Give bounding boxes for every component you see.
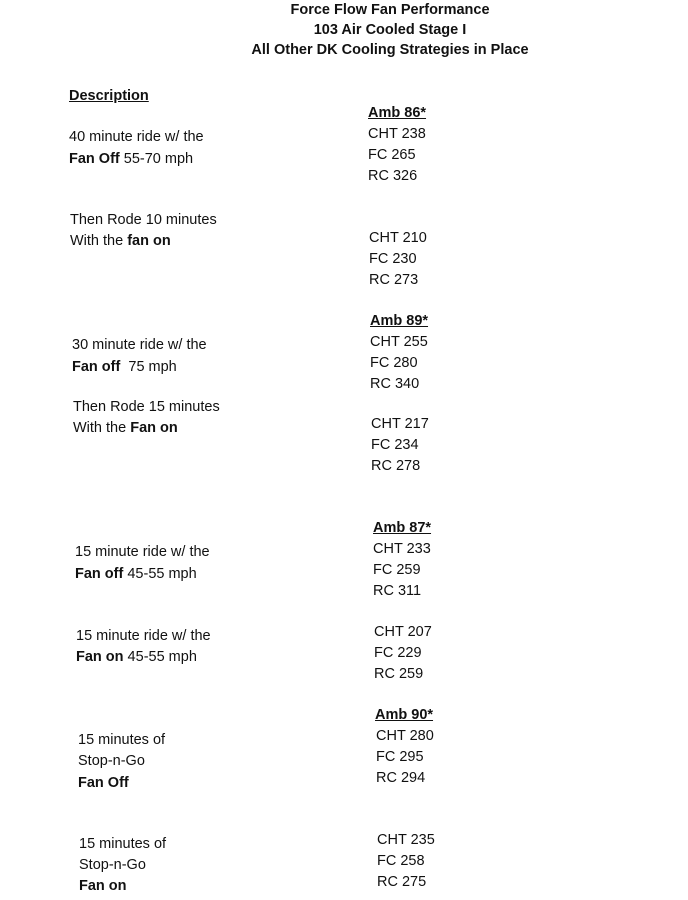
fan-state: fan on [127, 233, 171, 249]
row-description-line: 30 minute ride w/ the [72, 337, 207, 353]
fan-state: Fan off [75, 566, 124, 582]
rc-reading: RC 294 [376, 770, 426, 786]
fc-reading: FC 258 [377, 853, 425, 869]
rc-reading: RC 273 [369, 272, 419, 288]
row-description-line: Then Rode 10 minutes [70, 212, 217, 228]
doc-title: Force Flow Fan Performance [290, 2, 490, 18]
rc-reading: RC 259 [374, 666, 424, 682]
speed-range: 45-55 mph [123, 566, 197, 582]
row-description-line [69, 149, 193, 170]
fan-state: Fan Off [78, 775, 129, 791]
cht-reading: CHT 255 [370, 334, 428, 350]
doc-subtitle-2: All Other DK Cooling Strategies in Place [251, 42, 529, 58]
fan-state: Fan on [76, 649, 124, 665]
rc-reading: RC 275 [377, 874, 427, 890]
fc-reading: FC 265 [368, 147, 416, 163]
row-description-line: 15 minutes of [79, 836, 167, 852]
ambient-label: Amb 90* [375, 707, 434, 723]
fc-reading: FC 259 [373, 562, 421, 578]
row-description-line [70, 231, 171, 252]
row-description-line [75, 564, 197, 585]
desc-prefix: With the [73, 420, 131, 436]
cht-reading: CHT 207 [374, 624, 432, 640]
fc-reading: FC 234 [371, 437, 419, 453]
fc-reading: FC 280 [370, 355, 418, 371]
ambient-label: Amb 87* [373, 520, 432, 536]
cht-reading: CHT 217 [371, 416, 429, 432]
fc-reading: FC 230 [369, 251, 417, 267]
cht-reading: CHT 238 [368, 126, 426, 142]
cht-reading: CHT 210 [369, 230, 427, 246]
ambient-label: Amb 89* [370, 313, 429, 329]
doc-subtitle: 103 Air Cooled Stage I [313, 22, 467, 38]
row-description-line [76, 647, 197, 668]
fan-state: Fan on [79, 878, 127, 894]
row-description-line: 15 minute ride w/ the [76, 628, 211, 644]
fc-reading: FC 229 [374, 645, 422, 661]
row-description-line: Stop-n-Go [79, 857, 146, 873]
cht-reading: CHT 235 [377, 832, 435, 848]
speed-range: 45-55 mph [123, 649, 197, 665]
rc-reading: RC 311 [373, 583, 422, 599]
fan-state: Fan on [130, 420, 178, 436]
rc-reading: RC 326 [368, 168, 418, 184]
description-heading: Description [69, 88, 149, 104]
rc-reading: RC 340 [370, 376, 420, 392]
row-description-line [72, 357, 177, 378]
fc-reading: FC 295 [376, 749, 424, 765]
row-description-line: 15 minute ride w/ the [75, 544, 210, 560]
speed-range: 75 mph [120, 359, 177, 375]
cht-reading: CHT 280 [376, 728, 434, 744]
row-description-line: Stop-n-Go [78, 753, 145, 769]
cht-reading: CHT 233 [373, 541, 431, 557]
fan-state: Fan Off [69, 151, 120, 167]
row-description-line: 40 minute ride w/ the [69, 129, 204, 145]
fan-state: Fan off [72, 359, 121, 375]
desc-prefix: With the [70, 233, 128, 249]
row-description-line: 15 minutes of [78, 732, 166, 748]
row-description-line [73, 418, 178, 439]
rc-reading: RC 278 [371, 458, 421, 474]
row-description-line: Then Rode 15 minutes [73, 399, 220, 415]
ambient-label: Amb 86* [368, 105, 427, 121]
speed-range: 55-70 mph [119, 151, 194, 167]
